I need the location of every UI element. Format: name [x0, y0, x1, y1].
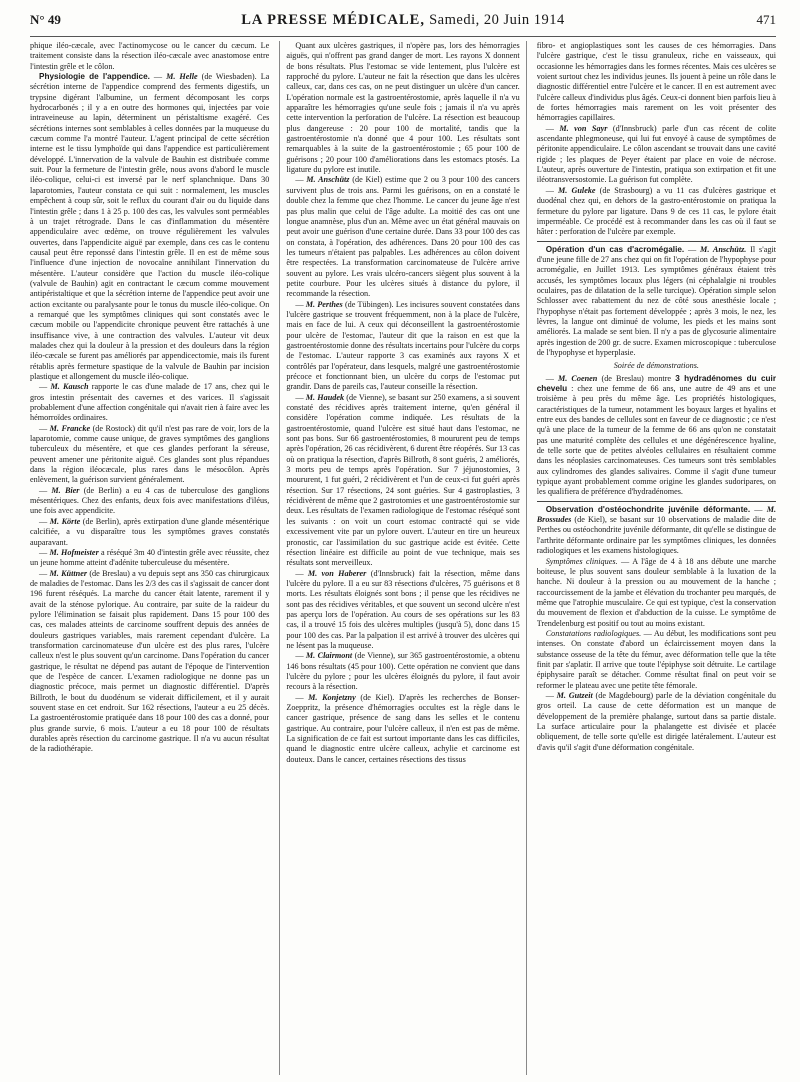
paragraph-text: (de Vienne), se basant sur 250 examens, a si souvent constaté des récidives après traitement interne, qu'en général il considère l'opération comme indiquée. Les résultats de la gastroentérostomie, quand l'ulcère est situé haut dans l'estomac, ne sont pas bons. Sur 66 gastroentérostomies, 8 moururent peu de temps après l'opération, 26 cas récidivèrent, 6 durent être réopérés. Sur 13 cas où on pratiqua la résection, d'après Billroth, 8 sont guéris, 2 améliorés, 3 morts peu de temps après l'opération. Sur 7 jéjunostomies, 3 moururent, 1 fut guéri, 2 récidivèrent et l'un de ceux-ci fut guéri après résection. Sur 17 résections, 24 sont guéries. Sur 4 gastroplasties, 3 récidivèrent de même que 2 gastrotomies et une gastroentérostomie sur deux. Les résultats de l'examen radiologique de l'estomac réséqué sont les suivants : on voit un court estomac contracté qui se vide excessivement vite par un pylore ouvert. L'auteur en tire un heureux pronostic, car l'assimilation du suc gastrique acide est évitée. Cette résection linéaire est difficile au point de vue technique, mais ses résultats sont merveilleux.: [286, 392, 520, 568]
paragraph: — M. Gutzeit (de Magdebourg) parle de la déviation congénitale du gros orteil. La cause de cette déformation est un manque de développement de la première phalange, surtout dans sa partie distale. La surface articulaire pour la phalangette est divisée et placée obliquement, de telle sorte qu'elle est dirigée latéralement. L'auteur est d'avis qu'il s'agit d'une déformation congénitale.: [536, 690, 776, 752]
paragraph: — M. Hofmeister a réséqué 3m 40 d'intestin grêle avec réussite, chez un jeune homme atteint d'adénite tuberculeuse du mésentère.: [30, 547, 270, 568]
paragraph: Opération d'un cas d'acromégalie. — M. Anschütz. Il s'agit d'une jeune fille de 27 ans chez qui on fit l'opération de l'hypophyse pour acromégalie, en Juillet 1913. Les symptômes généraux étaient très accusés, les symptômes locaux plus légers (ni céphalalgie ni troubles oculaires, pas de dilatation de la selle turcique). Opération simple selon Schlosser avec rabattement du nez de côté sous anesthésie locale ; l'hypophyse n'était pas fortement développée ; après 3 mois, le nez, les lèvres, la langue ont diminué de volume, les pieds et les mains sont améliorés. La malade se sent bien. Il n'y a pas de glycosurie alimentaire après ingestion de 200 gr. de sucre. Examen microscopique : tuberculose de l'hypophyse et hyperplasie.: [536, 244, 776, 357]
author-name: M. Haudek: [305, 392, 345, 402]
paragraph-text: (de Kiel). D'après les recherches de Bonser-Zoeppritz, la présence d'hémorragies occultes est la règle dans le cancer gastrique, présence de sang dans les selles et le contenu gastrique. Au contraire, pour l'ulcère calleux, il n'en est pas de même. La signification de ce fait est surtout importante dans les cas difficiles, quand le diagnostic entre ulcère calleux, achylie et carcinome est douteux. Dans le cancer, certaines résections des tissus: [286, 692, 520, 764]
section-divider: [537, 501, 776, 502]
author-name: M. Hofmeister: [49, 547, 99, 557]
paragraph: — M. Guleke (de Strasbourg) a vu 11 cas d'ulcères gastrique et duodénal chez qui, en dehors de la gastro-entérostomie on pratiqua la fermeture du pylore par ligature. Dans 9 de ces 11 cas, le pylore était imperméable. Ce procédé est à recommander dans les cas où il faut se hâter : perforation de l'ulcère par exemple.: [536, 185, 776, 237]
paragraph: — M. Coenen (de Breslau) montre 3 hydradénomes du cuir chevelu : chez une femme de 66 ans, une autre de 49 ans et une troisième à peu près du même âge. Les propriétés histologiques, caractéristiques de la tumeur, notamment les boyaux larges et hyalins et entre eux des bandes de cellules sont en faveur de ce diagnostic ; ce n'est qu'à une place de la tumeur de la femme de 66 ans qu'on ne constatait pas une maturité complète des cellules et une dégénérescence hyaline, de telle sorte que de petites alvéoles cellulaires en résultaient comme dans les néoplasies carcinomateuses. Ces tumeurs sont très semblables aux cylindromes des glandes salivaires. Comme il s'agit d'une tumeur typique ayant probablement comme origine les glandes sudoripares, on les qualifiera de préférence d'hydradénomes.: [536, 373, 776, 497]
paragraph-text: (de Breslau) montre: [597, 373, 676, 383]
subheading: Symptômes cliniques.: [545, 556, 618, 566]
paragraph: Physiologie de l'appendice. — M. Helle (de Wiesbaden). La sécrétion interne de l'appendice comprend des ferments digestifs, un trypsine digérant l'albumine, un ferment décomposant les corps hydrocarbonés ; il y a en outre des hormones qui, injectées par voie intraveineuse au lapin, déterminent un péristaltisme exagéré. Ces sécrétions internes sont semblables à celles données par la muqueuse du cæcum comme l'a montré l'auteur. L'agent principal de cette sécrétion interne est le tissu lymphoïde qui dans l'appendice est particulièrement développé. L'innervation de la valvule de Bauhin est distribuée comme suit. Pour la fermeture de l'intestin grêle, nous avons d'abord le muscle iléo-colique, celui-ci est inversé par le nerf splanchnique. Dans 30 laparotomies, l'auteur constata ce qui suit : normalement, les muscles empêchent à coup sûr, soit le reflux du courant d'air ou du liquide dans l'intestin grêle ; dans 1 à 25 p. 100 des cas, les valvules sont perméables à un trajet rétrograde. Dans le cas d'inflammation du mésentère appendiculaire avec œdème, on trouve régulièrement les valvules ouvertes, dans l'appendicite aiguë par exemple, dans ces cas le contenu causal peut être reponssé dans l'intestin grêle. Il en est de même sous l'influence d'une injection de novocaïne annihilant l'innervation du mésentère. L'auteur considère que l'action du muscle iléo-colique (valvule de Bauhin) agit en contractant le cæcum comme mouvement antipéristaltique et que la sécrétion interne de l'appendice peut avoir une action excitante ou paralysante pour le tonus du muscle iléo-colique. On a remarqué que les symptômes cliniques qui sont constatés avec le cæcum mobile ou l'appendicite chronique peuvent être rattachés à une insuffisance vive, à une contraction des valvules. L'auteur vit deux malades chez qui la douleur à la pression et des douleurs dans la région iléo-cæcale se furent pas améliorés par appendicectomie, mais ils furent rétablis après fermeture spastique de la valvule de Bauhin par incision plastique et allongement du muscle iléo-colique.: [30, 72, 270, 381]
paragraph: — M. Konjetzny (de Kiel). D'après les recherches de Bonser-Zoeppritz, la présence d'hémorragies occultes est la règle dans le cancer gastrique, présence de sang dans les selles et le contenu gastrique. Au contraire, pour l'ulcère calleux, il n'en est pas de même. La signification de ce fait est surtout importante dans les cas difficiles, quand le diagnostic entre ulcère calleux, achylie et carcinome est douteux. Dans le cancer, certaines résections des tissus: [286, 692, 520, 764]
paragraph-text: a réséqué 3m 40 d'intestin grêle avec réussite, chez un jeune homme atteint d'adénite tuberculeuse du mésentère.: [30, 547, 270, 568]
paragraph: — M. Perthes (de Tübingen). Les incisures souvent constatées dans l'ulcère gastrique se trouvent fréquemment, non à la place de l'ulcère, mais en face de lui. A ceux qui déconseillent la gastroentérostomie pour ulcère de l'estomac, l'auteur dit que la raison en est que la gastroentérostomie donne des résultats incertains pour l'ulcère du corps de l'estomac. L'auteur rapporte 3 cas examinés aux rayons X et contrôlés par l'opérateur, dans lesquels, malgré une gastroentérostomie précoce et fonctionnant bien, un ulcère du corps de l'estomac put grandir. Dans de pareils cas, l'auteur conseille la résection.: [286, 299, 520, 392]
paragraph-text: fibro- et angioplastiques sont les causes de ces hémorragies. Dans l'ulcère gastrique, c'est le tissu granuleux, riche en vaisseaux, qui occasionne les hémorragies dans les formes récentes. Mais ces ulcères se voient surtout chez les individus jeunes. Ils jouent à peine un rôle dans le diagnostic différentiel entre l'ulcère et le cancer. Il en est autrement avec l'ulcère calleux d'individus plus âgés. Ceux-ci donnent bien parfois lieu à de fortes hémorragies mais rarement on les voit présenter des hémorragies capillaires.: [536, 41, 776, 123]
paragraph-text: phique iléo-cæcale, avec l'actinomycose ou le cancer du cæcum. Le traitement consiste dans la résection iléo-cæcale avec anastomose entre l'intestin grêle et le côlon.: [30, 41, 270, 71]
journal-name: LA PRESSE MÉDICALE,: [241, 12, 425, 28]
paragraph-text: (d'Innsbruck) fait la résection, même dans l'ulcère du pylore. Il a eu sur 83 résections d'ulcères, 75 guérisons et 8 morts. Les résultats éloignés sont bons ; il pense que les récidives ne sont pas des récidives véritables, et que souvent un second ulcère n'est pas aperçu lors de l'opération. Au cours de ses opérations sur les 83 cas, il a trouvé 15 fois des ulcères multiples (jusqu'à 5), donc dans 15 pour 100 des cas. Par la palpation il est arrivé à trouver des ulcères qui ne lésent pas la muqueuse.: [286, 568, 520, 650]
author-name: M. Brossudes: [536, 504, 776, 525]
author-name: M. Gutzeit: [556, 690, 593, 700]
author-name: M. Küttner: [49, 568, 88, 578]
paragraph: — M. Körte (de Berlin), après extirpation d'une glande mésentérique calcifiée, a vu disparaître tous les symptômes graves constatés auparavant.: [30, 516, 270, 547]
paragraph: — M. Anschütz (de Kiel) estime que 2 ou 3 pour 100 des cancers survivent plus de trois ans. Parmi les guérisons, on en a constaté le double chez la femme que chez l'homme. Le cancer du jeune âge n'est pas plus malin que celui de l'âge adulte. La moitié des cas ont une longue anamnèse, plus d'un an. Même avec un état général mauvais on peut avoir une guérison d'une certaine durée. Dans 33 pour 100 des cas on constata, à l'opération, des adhérences. Dans 20 pour 100 des cas les tumeurs n'étaient pas palpables. Les adhérences au côlon doivent être respectées. La transformation carcinomateuse de l'ulcère arrive souvent au pylore. Les vrais ulcéro-cancers siègent plus souvent à la petite courbure. Pour les ulcères situés à distance du pylore, il recommande la résection.: [286, 175, 520, 299]
author-name: M. Coenen: [557, 373, 598, 383]
issue-date: Samedi, 20 Juin 1914: [429, 12, 565, 28]
paragraph: [537, 557, 776, 629]
paragraph-text: (de Wiesbaden). La sécrétion interne de l'appendice comprend des ferments digestifs, un trypsine digérant l'albumine, un ferment décomposant les corps hydrocarbonés ; il y a en outre des hormones qui, injectées par voie intraveineuse au lapin, déterminent un péristaltisme exagéré. Ces sécrétions internes sont semblables à celles données par la muqueuse du cæcum comme l'a montré l'auteur. L'agent principal de cette sécrétion interne est le tissu lymphoïde qui dans l'appendice est particulièrement développé. L'innervation de la valvule de Bauhin est distribuée comme suit. Pour la fermeture de l'intestin grêle, nous avons d'abord le muscle iléo-colique, celui-ci est inversé par le nerf splanchnique. Dans 30 laparotomies, l'auteur constata ce qui suit : normalement, les muscles empêchent à coup sûr, soit le reflux du courant d'air ou du liquide dans l'intestin grêle ; dans 1 à 25 p. 100 des cas, les valvules sont perméables à un trajet rétrograde. Dans le cas d'inflammation du mésentère appendiculaire avec œdème, on trouve régulièrement les valvules ouvertes, dans l'appendicite aiguë par exemple, dans ces cas le contenu causal peut être reponssé dans l'intestin grêle. Il en est de même sous l'influence d'une injection de novocaïne annihilant l'innervation du mésentère. L'auteur considère que l'action du muscle iléo-colique (valvule de Bauhin) agit en contractant le cæcum comme mouvement antipéristaltique et que la sécrétion interne de l'appendice peut avoir une action excitante ou paralysante pour le tonus du muscle iléo-colique. On a remarqué que les symptômes cliniques qui sont constatés avec le cæcum mobile ou l'appendicite chronique peuvent être rattachés à une insuffisance vive, à une contraction des valvules. L'auteur vit deux malades chez qui la douleur à la pression et des douleurs dans la région iléo-cæcale se furent pas améliorés par appendicectomie, mais ils furent rétablis après fermeture spastique de la valvule de Bauhin par incision plastique et allongement du muscle iléo-colique.: [30, 72, 270, 381]
paragraph: [30, 41, 269, 72]
paragraph: [286, 41, 519, 175]
paragraph: — M. Bier (de Berlin) a eu 4 cas de tuberculose des ganglions mésentériques. Chez des enfants, deux fois avec manifestations d'iléus, une fois avec appendicite.: [30, 485, 270, 516]
paragraph-heading: Physiologie de l'appendice.: [39, 72, 150, 82]
paragraph: — M. von Sayr (d'Innsbruck) parle d'un cas récent de colite ascendante phlegmoneuse, qui lui fut envoyé à cause de symptômes de péritonite appendiculaire. Le côlon ascendant se trouvait dans une cavité rigide ; les plaques de Peyer étaient par place en voie de nécrose. L'auteur, après ouverture de l'intestin, pratiqua son extirpation et fit une iléotransversostomie. La guérison fut complète.: [536, 123, 776, 185]
paragraph: — M. Haudek (de Vienne), se basant sur 250 examens, a si souvent constaté des récidives après traitement interne, qu'en général il considère l'opération comme indiquée. Les résultats de la gastroentérostomie, quand l'ulcère est situé haut dans l'estomac, ne sont pas bons. Sur 66 gastroentérostomies, 8 moururent peu de temps après l'opération, 26 cas récidivèrent, 6 durent être réopérés. Sur 13 cas où on pratiqua la résection, d'après Billroth, 8 sont guéris, 2 améliorés, 3 morts peu de temps après l'opération. Sur 7 jéjunostomies, 3 moururent, 1 fut guéri, 2 récidivèrent et l'un de ceux-ci fut guéri après résection. Sur 17 résections, 24 sont guéries. Sur 4 gastroplasties, 3 récidivèrent de même que 2 gastrotomies et une gastroentérostomie sur deux. Les résultats de l'examen radiologique de l'estomac réséqué sont les suivants : on voit un court estomac contracté qui se vide excessivement vite par un pylore ouvert. L'auteur en tire un heureux pronostic, car l'assimilation du suc gastrique acide est évitée. Cette résection linéaire est difficile au point de vue technique, mais ses résultats sont merveilleux.: [286, 392, 520, 568]
column-left: [30, 41, 269, 1075]
author-name: M. Guleke: [558, 185, 596, 195]
issue-number: N° 49: [30, 12, 61, 27]
author-name: M. Konjetzny: [308, 692, 356, 702]
paragraph-heading: Opération d'un cas d'acromégalie.: [545, 244, 685, 254]
paragraph: [537, 41, 776, 124]
paragraph: — M. Küttner (de Breslau) a vu depuis sept ans 350 cas chirurgicaux de maladies de l'estomac. Dans les 2/3 des cas il s'agissait de cancer dont 196 furent réséqués. La marche du cancer était latente, rarement il y avait de la sténose pylorique. Au contraire, par suite de la raideur du pylore l'élimination se faisait plus rapidement. Dans 15 pour 100 des cas, ces malades atteints de carcinome souffrent depuis des années de douleurs gastriques variables, mais rarement cependant d'ulcère. La transformation carcinomateuse d'un ulcère est des plus rares, l'ulcère calleux n'est le plus souvent qu'un carcinome. Dans l'opération du cancer gastrique, le résultat ne dépend pas autant de l'époque de l'intervention que de l'espèce de cancer. L'examen radiologique ne donne pas un diagnostic précoce, mais permet un diagnostic différentiel. D'après Billroth, le bout du duodénum se viderait difficilement, et il y aurait souvent stase en cet endroit. Sur 162 résections, l'auteur a eu 25 décès. La gastroentérostomie pratiquée dans 18 pour 100 des cas a donné, pour plus grande survie, 6 mois. L'auteur a eu 18 pour 100 de résultats durables après résection du carcinome gastrique. Il n'a vu aucun résultat de la radiothérapie.: [30, 568, 270, 754]
column-right: [537, 41, 776, 1075]
author-name: M. von Sayr: [559, 123, 608, 133]
paragraph-text: (d'Innsbruck) parle d'un cas récent de colite ascendante phlegmoneuse, qui lui fut envoyé à cause de symptômes de péritonite appendiculaire. Le côlon ascendant se trouvait dans une cavité rigide ; les plaques de Peyer étaient par place en voie de nécrose. L'auteur, après ouverture de l'intestin, pratiqua son extirpation et fit une iléotransversostomie. La guérison fut complète.: [536, 123, 776, 185]
author-name: M. Körte: [49, 516, 81, 526]
subheading: Constatations radiologiques.: [545, 628, 642, 638]
paragraph-text: (de Berlin), après extirpation d'une glande mésentérique calcifiée, a vu disparaître tous les symptômes graves constatés auparavant.: [30, 516, 270, 547]
paragraph-text: : chez une femme de 66 ans, une autre de 49 ans et une troisième à peu près du même âge. Les propriétés histologiques, caractéristiques de la tumeur, notamment les boyaux larges et hyalins et entre eux des bandes de cellules sont en faveur de ce diagnostic ; ce n'est qu'à une place de la tumeur de la femme de 66 ans qu'on ne constatait pas une maturité complète des cellules et une dégénérescence hyaline, de telle sorte que de petites alvéoles cellulaires en résultaient comme dans les néoplasies carcinomateuses. Ces tumeurs sont très semblables aux cylindromes des glandes salivaires. Comme il s'agit d'une tumeur typique ayant probablement comme origine les glandes sudoripares, on les qualifiera de préférence d'hydradénomes.: [536, 384, 776, 497]
column-middle: [279, 41, 526, 1075]
paragraph-text: rapporte le cas d'une malade de 17 ans, chez qui le gros intestin présentait des cavernes et des varices. Il s'agissait probablement d'une affection congénitale qui n'avait rien à faire avec les hémorroïdes ordinaires.: [30, 382, 270, 423]
author-name: M. Perthes: [305, 299, 343, 309]
paragraph-text: (de Vienne), sur 365 gastroentérostomie, a obtenu 146 bons résultats (45 pour 100). Cette opération ne convient que dans l'ulcère du pylore ; pour les ulcères éloignés du pylore, il faut avoir recours à la résection.: [286, 651, 520, 692]
author-name: M. Anschütz.: [700, 244, 747, 254]
author-name: M. Kausch: [50, 382, 89, 392]
paragraph-text: Quant aux ulcères gastriques, il n'opère pas, lors des hémorragies aiguës, qui n'offrent pas grand danger de mort. Les rayons X donnent de bons résultats. Plus l'estomac se vide lentement, plus l'ulcère est rapproché du pylore. L'auteur ne fait la résection que dans les ulcères calleux, car, dans ces cas, on ne peut distinguer un ulcère d'un cancer. L'opération normale est la gastroentérostomie, après laquelle il n'a vu apparaître les hémorragies qu'une seule fois ; jamais il n'a vu après cette intervention la perforation de l'ulcère. La résection est beaucoup plus dangereuse : 20 pour 100 de mortalité, tandis que la gastroentérostomie n'a donné que 4 pour 100. Les résultats sont remarquables à la suite de la gastroentérostomie ; 65 pour 100 de guérisons ; 20 pour 100 d'améliorations dans les estomacs ptosés. La ligature du pylore est inutile.: [286, 41, 520, 175]
paragraph-text: — Au début, les modifications sont peu intenses. On constate d'abord un éclaircissement moyen dans la substance osseuse de la tête du fémur, avec déformation telle que la tête finit par s'aplatir. Il arrive que toute l'épiphyse soit détruite. Le cartilage épiphysaire paraît se détacher. Comme résultat final on peut voir se reformer le plateau avec une petite tête fémorale.: [536, 628, 776, 690]
paragraph-text: (de Kiel) estime que 2 ou 3 pour 100 des cancers survivent plus de trois ans. Parmi les guérisons, on en a constaté le double chez la femme que chez l'homme. Le cancer du jeune âge n'est pas plus malin que celui de l'âge adulte. La moitié des cas ont une longue anamnèse, plus d'un an. Même avec un état général mauvais on peut avoir une guérison d'une certaine durée. Dans 33 pour 100 des cas on constata, à l'opération, des adhérences. Dans 20 pour 100 des cas les tumeurs n'étaient pas palpables. Les adhérences au côlon doivent être respectées. La transformation carcinomateuse de l'ulcère arrive souvent au pylore. Les vrais ulcéro-cancers siègent plus souvent à la petite courbure. Pour les ulcères situés à distance du pylore, il recommande la résection.: [286, 175, 520, 299]
paragraph-text: — A l'âge de 4 à 18 ans débute une marche boiteuse, le plus souvent sans douleur semblable à la luxation de la hanche. Ni douleur à la pression ou au mouvement de la hanche ; raccourcissement de la jambe et élévation du trochanter peu marqués, de même que l'atrophie musculaire. Ce qui est typique, c'est la conservation du mouvement de flexion et d'abduction de la cuisse. Le symptôme de Trendelenburg est positif ou tout au moins existant.: [536, 556, 776, 628]
section-heading: Soirée de démonstrations.: [613, 361, 699, 371]
author-name: M. Clairmont: [305, 651, 353, 661]
author-name: M. Helle: [166, 72, 198, 82]
paragraph: — M. von Haberer (d'Innsbruck) fait la résection, même dans l'ulcère du pylore. Il a eu sur 83 résections d'ulcères, 75 guérisons et 8 morts. Les résultats éloignés sont bons ; il pense que les récidives ne sont pas des récidives véritables, et que souvent un second ulcère n'est pas aperçu lors de l'opération. Au cours de ses opérations sur les 83 cas, il a trouvé 15 fois des ulcères multiples (jusqu'à 5), donc dans 15 pour 100 des cas. Par la palpation il est arrivé à trouver des ulcères qui ne lésent pas la muqueuse.: [286, 568, 520, 650]
author-name: M. Francke: [49, 423, 91, 433]
paragraph-text: (de Berlin) a eu 4 cas de tuberculose des ganglions mésentériques. Chez des enfants, deux fois avec manifestations d'iléus, une fois avec appendicite.: [30, 485, 270, 516]
paragraph-text: (de Strasbourg) a vu 11 cas d'ulcères gastrique et duodénal chez qui, en dehors de la gastro-entérostomie on pratiqua la fermeture du pylore par ligature. Dans 9 de ces 11 cas, le pylore était imperméable. Ce procédé est à recommander dans les cas où il faut se hâter : perforation de l'ulcère par exemple.: [536, 185, 776, 237]
running-header: [30, 12, 776, 37]
author-name: M. Bier: [51, 485, 80, 495]
paragraph: — M. Francke (de Rostock) dit qu'il n'est pas rare de voir, lors de la laparotomie, comme cause unique, de graves symptômes des ganglions tuberculeux du mésentère, et que ces glandes perforant la séreuse, peuvent amener une péritonite aiguë. Ces glandes sont plus répandues dans la région iléocæcale, plus rares dans le mésocôlon. Après enlèvement, la guérison survient généralement.: [30, 423, 270, 485]
text-columns: [30, 41, 776, 1075]
paragraph: — M. Clairmont (de Vienne), sur 365 gastroentérostomie, a obtenu 146 bons résultats (45 pour 100). Cette opération ne convient que dans l'ulcère du pylore ; pour les ulcères éloignés du pylore, il faut avoir recours à la résection.: [286, 651, 520, 692]
paragraph: [537, 629, 776, 691]
paragraph-text: Il s'agit d'une jeune fille de 27 ans chez qui on fit l'opération de l'hypophyse pour acromégalie, en Juillet 1913. Les symptômes généraux étaient très accusés, les symptômes locaux plus légers (ni céphalalgie ni troubles oculaires, pas de dilatation de la selle turcique). Opération simple selon Schlosser avec rabattement du nez de côté sous anesthésie locale ; l'hypophyse n'était pas fortement développée ; après 3 mois, le nez, les lèvres, la langue ont diminué de volume, les pieds et les mains sont améliorés. La malade se sent bien. Il n'y a pas de glycosurie alimentaire après ingestion de 200 gr. de sucre. Examen microscopique : tuberculose de l'hypophyse et hyperplasie.: [536, 244, 776, 357]
page-number: 471: [756, 12, 776, 27]
author-name: M. von Haberer: [307, 568, 367, 578]
paragraph-heading: Observation d'ostéochondrite juvénile déformante.: [545, 504, 751, 514]
paragraph-heading: 3 hydradénomes du cuir chevelu: [536, 373, 776, 393]
paragraph: Observation d'ostéochondrite juvénile déformante. — M. Brossudes (de Kiel), se basant sur 10 observations de maladie dite de Perthes ou ostéochondrite juvénile déformante, dit qu'elle se distingue de l'arthrite déformante ordinaire par les symptômes cliniques, les données radiologiques et les examens histologiques.: [536, 504, 776, 556]
paragraph-text: (de Magdebourg) parle de la déviation congénitale du gros orteil. La cause de cette déformation est un manque de développement de la première phalange, surtout dans sa partie distale. La surface articulaire pour la phalangette est divisée et placée obliquement, de telle sorte qu'elle est dirigée latéralement. L'auteur est d'avis qu'il s'agit d'une déformation congénitale.: [536, 690, 776, 752]
journal-title: [100, 12, 706, 29]
section-divider: [537, 241, 776, 242]
paragraph: — M. Kausch rapporte le cas d'une malade de 17 ans, chez qui le gros intestin présentait des cavernes et des varices. Il s'agissait probablement d'une affection congénitale qui n'avait rien à faire avec les hémorroïdes ordinaires.: [30, 382, 270, 423]
paragraph-text: (de Kiel), se basant sur 10 observations de maladie dite de Perthes ou ostéochondrite juvénile déformante, dit qu'elle se distingue de l'arthrite déformante ordinaire par les symptômes cliniques, les données radiologiques et les examens histologiques.: [536, 515, 776, 556]
paragraph-text: (de Breslau) a vu depuis sept ans 350 cas chirurgicaux de maladies de l'estomac. Dans les 2/3 des cas il s'agissait de cancer dont 196 furent réséqués. La marche du cancer était latente, rarement il y avait de la sténose pylorique. Au contraire, par suite de la raideur du pylore l'élimination se faisait plus rapidement. Dans 15 pour 100 des cas, ces malades atteints de carcinome souffrent depuis des années de douleurs gastriques variables, mais rarement cependant d'ulcère. La transformation carcinomateuse d'un ulcère est des plus rares, l'ulcère calleux n'est le plus souvent qu'un carcinome. Dans l'opération du cancer gastrique, le résultat ne dépend pas autant de l'époque de l'intervention que de l'espèce de cancer. L'examen radiologique ne donne pas un diagnostic précoce, mais permet un diagnostic différentiel. D'après Billroth, le bout du duodénum se viderait difficilement, et il y aurait souvent stase en cet endroit. Sur 162 résections, l'auteur a eu 25 décès. La gastroentérostomie pratiquée dans 18 pour 100 des cas a donné, pour plus grande survie, 6 mois. L'auteur a eu 18 pour 100 de résultats durables après résection du carcinome gastrique. Il n'a vu aucun résultat de la radiothérapie.: [30, 568, 270, 754]
paragraph-text: (de Tübingen). Les incisures souvent constatées dans l'ulcère gastrique se trouvent fréquemment, non à la place de l'ulcère, mais en face de lui. A ceux qui déconseillent la gastroentérostomie pour ulcère de l'estomac, l'auteur dit que la raison en est que la gastroentérostomie donne des résultats incertains pour l'ulcère du corps de l'estomac. L'auteur rapporte 3 cas examinés aux rayons X et contrôlés par l'opérateur, dans lesquels, malgré une gastroentérostomie précoce et fonctionnant bien, un ulcère du corps de l'estomac put grandir. Dans de pareils cas, l'auteur conseille la résection.: [286, 299, 520, 392]
paragraph-text: (de Rostock) dit qu'il n'est pas rare de voir, lors de la laparotomie, comme cause unique, de graves symptômes des ganglions tuberculeux du mésentère, et que ces glandes perforant la séreuse, peuvent amener une péritonite aiguë. Ces glandes sont plus répandues dans la région iléocæcale, plus rares dans le mésocôlon. Après enlèvement, la guérison survient généralement.: [30, 423, 270, 485]
author-name: M. Anschütz: [306, 175, 350, 185]
